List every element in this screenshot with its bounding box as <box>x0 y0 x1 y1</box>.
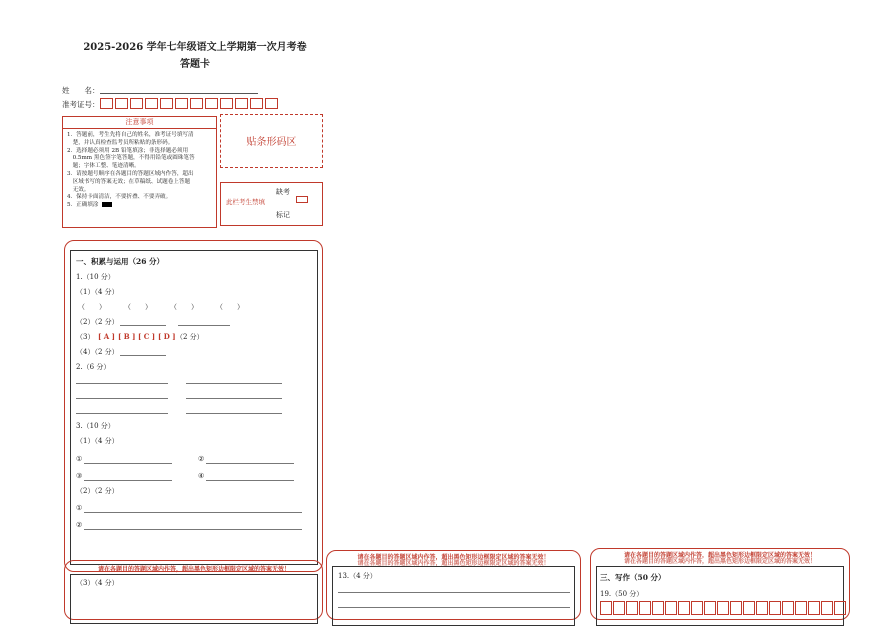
q1-4-label: （4）（2 分） <box>76 348 119 356</box>
paren-blank[interactable]: （ ） <box>170 303 198 311</box>
writing-section-title: 三、写作（50 分） <box>600 573 666 582</box>
notice-item: 题；字体工整、笔迹清晰。 <box>67 163 140 170</box>
answer-line[interactable] <box>186 398 282 399</box>
q1-3-label: （3） <box>76 333 95 341</box>
absent-word: 缺考 <box>276 188 290 196</box>
answer-sheet-subtitle: 答题卡 <box>180 59 210 70</box>
answer-line[interactable] <box>76 398 168 399</box>
notice-box <box>62 116 217 228</box>
notice-item: 1．答题前，考生先将自己的姓名，准考证号填写清 <box>67 132 194 138</box>
warning-text-overlay: 请在各题目的答题区域内作答，超出黑色矩形边框限定区域的答案无效！ <box>357 560 550 567</box>
notice-item: 2．选择题必须用 2B 铅笔填涂；非选择题必须用 <box>67 147 189 154</box>
q19-label: 19.（50 分） <box>600 590 644 598</box>
q1-2-label: （2）（2 分） <box>76 318 119 326</box>
circle-num: ① <box>76 504 83 512</box>
notice-item: 3．请按题号顺序在各题目的答题区域内作答，超出 <box>67 170 194 177</box>
circle-num: ① <box>76 455 83 463</box>
absent-box <box>220 182 323 226</box>
section1-title: 一、积累与运用（26 分） <box>76 257 165 266</box>
q3-label: 3.（10 分） <box>76 422 115 430</box>
notice-item: 无效。 <box>67 186 90 193</box>
q2-label: 2.（6 分） <box>76 363 111 371</box>
answer-line[interactable] <box>186 413 282 414</box>
q1-1-label: （1）（4 分） <box>76 288 119 296</box>
option-d[interactable]: [ D ] <box>158 332 176 341</box>
exam-title: 2025-2026 学年七年级语文上学期第一次月考卷 <box>83 42 307 53</box>
notice-item: 区域书写的答案无效；在草稿纸、试题卷上答题 <box>67 178 191 185</box>
answer-line[interactable] <box>338 592 570 593</box>
notice-title: 注意事项 <box>63 117 216 129</box>
answer-line[interactable] <box>84 480 172 481</box>
warning-text: 请在各题目的答题区域内作答，超出黑色矩形边框限定区域的答案无效！ <box>97 566 290 573</box>
option-c[interactable]: [ C ] <box>138 332 156 341</box>
q1-3-score: （2 分） <box>176 333 204 341</box>
q3-2-label: （2）（2 分） <box>76 487 119 495</box>
circle-num: ② <box>76 521 83 529</box>
answer-line[interactable] <box>120 355 166 356</box>
notice-item: 楚，并认真检查监考员所粘贴的条形码。 <box>67 139 174 146</box>
barcode-label: 贴条形码区 <box>246 137 297 148</box>
q13-label: 13.（4 分） <box>338 572 377 580</box>
warning-text-overlay: 请在各题目的答题区域内作答，超出黑色矩形边框限定区域的答案无效！ <box>623 558 816 565</box>
option-b[interactable]: [ B ] <box>118 332 136 341</box>
notice-item: 5．正确填涂 <box>67 202 212 210</box>
paren-blank[interactable]: （ ） <box>216 303 244 311</box>
notice-item: 0.5mm 黑色签字笔答题，不得用铅笔或圆珠笔答 <box>67 155 195 162</box>
exam-id-boxes[interactable] <box>100 98 280 109</box>
absent-notice-label: 此栏考生禁填 <box>226 198 265 206</box>
absent-checkbox[interactable] <box>296 196 308 203</box>
paren-blank[interactable]: （ ） <box>124 303 152 311</box>
answer-line[interactable] <box>338 607 570 608</box>
circle-num: ④ <box>198 472 205 480</box>
answer-line[interactable] <box>84 529 302 530</box>
section1-frame <box>70 250 318 565</box>
q1-label: 1.（10 分） <box>76 273 115 281</box>
answer-line[interactable] <box>76 413 168 414</box>
mark-word: 标记 <box>276 211 290 219</box>
q-next-label: （3）（4 分） <box>76 579 119 587</box>
warning-text: 请在各题目的答题区域内作答，超出黑色矩形边框限定区域的答案无效！ <box>623 552 816 559</box>
exam-id-label: 准考证号： <box>62 100 100 109</box>
notice-item: 4．保持卡面清洁，不要折叠、不要弄破。 <box>67 194 172 201</box>
answer-line[interactable] <box>178 325 230 326</box>
answer-line[interactable] <box>120 325 166 326</box>
filled-mark-sample <box>102 202 112 207</box>
composition-grid[interactable] <box>600 601 847 615</box>
option-a[interactable]: [ A ] <box>98 332 115 341</box>
answer-line[interactable] <box>76 383 168 384</box>
answer-line[interactable] <box>84 512 302 513</box>
warning-text: 请在各题目的答题区域内作答，超出黑色矩形边框限定区域的答案无效！ <box>357 554 550 561</box>
paren-blank[interactable]: （ ） <box>78 303 106 311</box>
answer-line[interactable] <box>206 463 294 464</box>
name-field[interactable] <box>100 93 258 94</box>
answer-line[interactable] <box>206 480 294 481</box>
notice-list <box>63 129 216 210</box>
barcode-area <box>220 114 323 168</box>
answer-line[interactable] <box>84 463 172 464</box>
q3-1-label: （1）（4 分） <box>76 437 119 445</box>
name-label: 姓 名： <box>62 86 100 95</box>
circle-num: ③ <box>76 472 83 480</box>
circle-num: ② <box>198 455 205 463</box>
answer-line[interactable] <box>186 383 282 384</box>
